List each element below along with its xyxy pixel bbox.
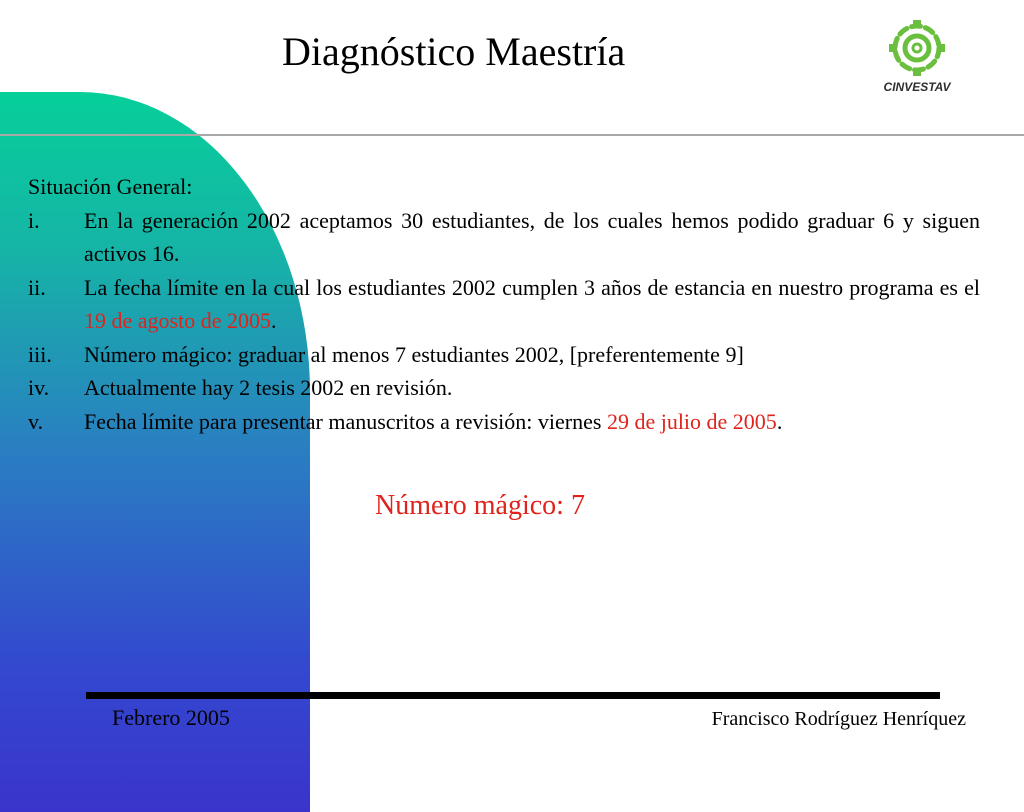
list-marker: iii.	[28, 341, 52, 367]
cinvestav-logo-icon	[872, 18, 962, 80]
slide-title: Diagnóstico Maestría	[282, 29, 626, 74]
list-marker: iv.	[28, 375, 50, 400]
highlight-date: 29 de julio de 2005	[606, 408, 777, 434]
list-item-text: Actualmente hay 2 tesis 2002 en revisión.	[84, 375, 453, 400]
magic-number-callout: Número mágico: 7	[375, 490, 585, 521]
list-item	[28, 405, 980, 439]
list-marker: v.	[28, 408, 44, 434]
slide-body	[28, 170, 980, 438]
list-item	[28, 338, 980, 372]
list-item	[28, 271, 980, 338]
list-item-text: La fecha límite en la cual los estudiantes 2002 cumplen 3 años de estancia en nuestro programa es el 19 de agosto de 2005.	[84, 274, 980, 333]
list-item-text: En la generación 2002 aceptamos 30 estudiantes, de los cuales hemos podido graduar 6 y siguen activos 16.	[84, 207, 980, 266]
logo-label: CINVESTAV	[883, 80, 951, 94]
top-divider	[0, 134, 1024, 136]
footer-date: Febrero 2005	[112, 705, 230, 730]
footer-author: Francisco Rodríguez Henríquez	[711, 708, 966, 730]
list-item-text: Fecha límite para presentar manuscritos a revisión: viernes 29 de julio de 2005.	[84, 408, 783, 434]
highlight-date: 19 de agosto de 2005	[84, 308, 271, 333]
list-marker: i.	[28, 207, 40, 233]
list-item	[28, 371, 980, 405]
bottom-divider	[86, 692, 940, 699]
cinvestav-logo	[872, 18, 962, 104]
list-marker: ii.	[28, 274, 46, 300]
numbered-list	[28, 204, 980, 439]
section-heading: Situación General:	[28, 174, 193, 199]
list-item-text: Número mágico: graduar al menos 7 estudiantes 2002, [preferentemente 9]	[84, 341, 744, 367]
list-item	[28, 204, 980, 271]
